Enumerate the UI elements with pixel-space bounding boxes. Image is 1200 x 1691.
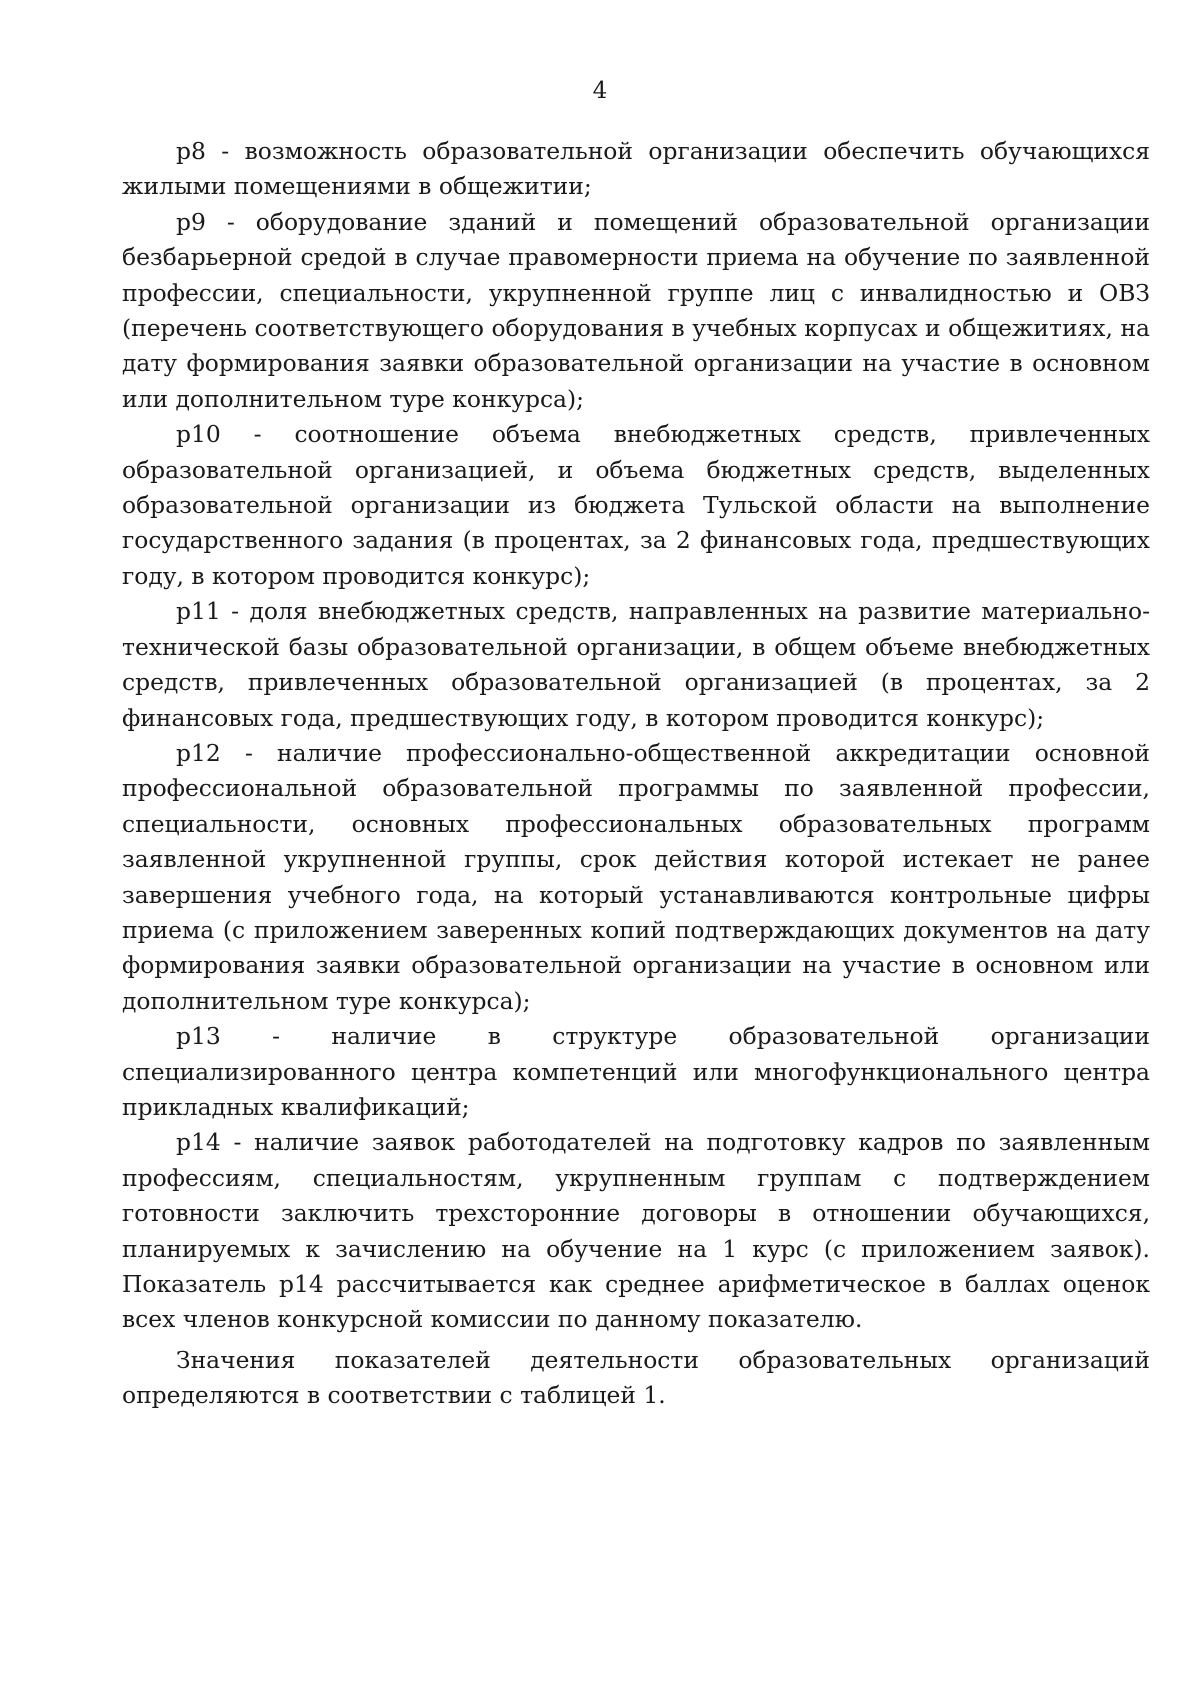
paragraph-closing: Значения показателей деятельности образовательных организаций определяются в соответствии с таблицей 1. (122, 1345, 1150, 1410)
paragraph-p8: р8 - возможность образовательной организации обеспечить обучающихся жилыми помещениями в общежитии; (122, 137, 1150, 201)
paragraph-p12: р12 - наличие профессионально-общественной аккредитации основной профессиональной образовательной программы по заявленной профессии, специальности, основных профессиональных образовательных программ заявленной укрупненной группы, срок действия которой истекает не ранее завершения учебного года, на который устанавливаются контрольные цифры приема (с приложением заверенных копий подтверждающих документов на дату формирования заявки образовательной организации на участие в основном или дополнительном туре конкурса); (122, 738, 1150, 1015)
paragraph-p10: р10 - соотношение объема внебюджетных средств, привлеченных образовательной организацией, и объема бюджетных средств, выделенных образовательной организации из бюджета Тульской области на выполнение государственного задания (в процентах, за 2 финансовых года, предшествующих году, в котором проводится конкурс); (122, 420, 1150, 590)
paragraph-p11: р11 - доля внебюджетных средств, направленных на развитие материально-технической базы образовательной организации, в общем объеме внебюджетных средств, привлеченных образовательной организацией (в процентах, за 2 финансовых года, предшествующих году, в котором проводится конкурс); (122, 597, 1150, 732)
document-body (122, 134, 1150, 1414)
paragraph-p14: р14 - наличие заявок работодателей на подготовку кадров по заявленным профессиям, специальностям, укрупненным группам с подтверждением готовности заключить трехсторонние договоры в отношении обучающихся, планируемых к зачислению на обучение на 1 курс (с приложением заявок). Показатель р14 рассчитывается как среднее арифметическое в баллах оценок всех членов конкурсной комиссии по данному показателю. (122, 1128, 1150, 1334)
paragraph-p13: р13 - наличие в структуре образовательной организации специализированного центра компетенций или многофункционального центра прикладных квалификаций; (122, 1022, 1150, 1121)
paragraph-p9: р9 - оборудование зданий и помещений образовательной организации безбарьерной средой в случае правомерности приема на обучение по заявленной профессии, специальности, укрупненной группе лиц с инвалидностью и ОВЗ (перечень соответствующего оборудования в учебных корпусах и общежитиях, на дату формирования заявки образовательной организации на участие в основном или дополнительном туре конкурса); (122, 207, 1150, 413)
page-number: 4 (592, 78, 608, 104)
